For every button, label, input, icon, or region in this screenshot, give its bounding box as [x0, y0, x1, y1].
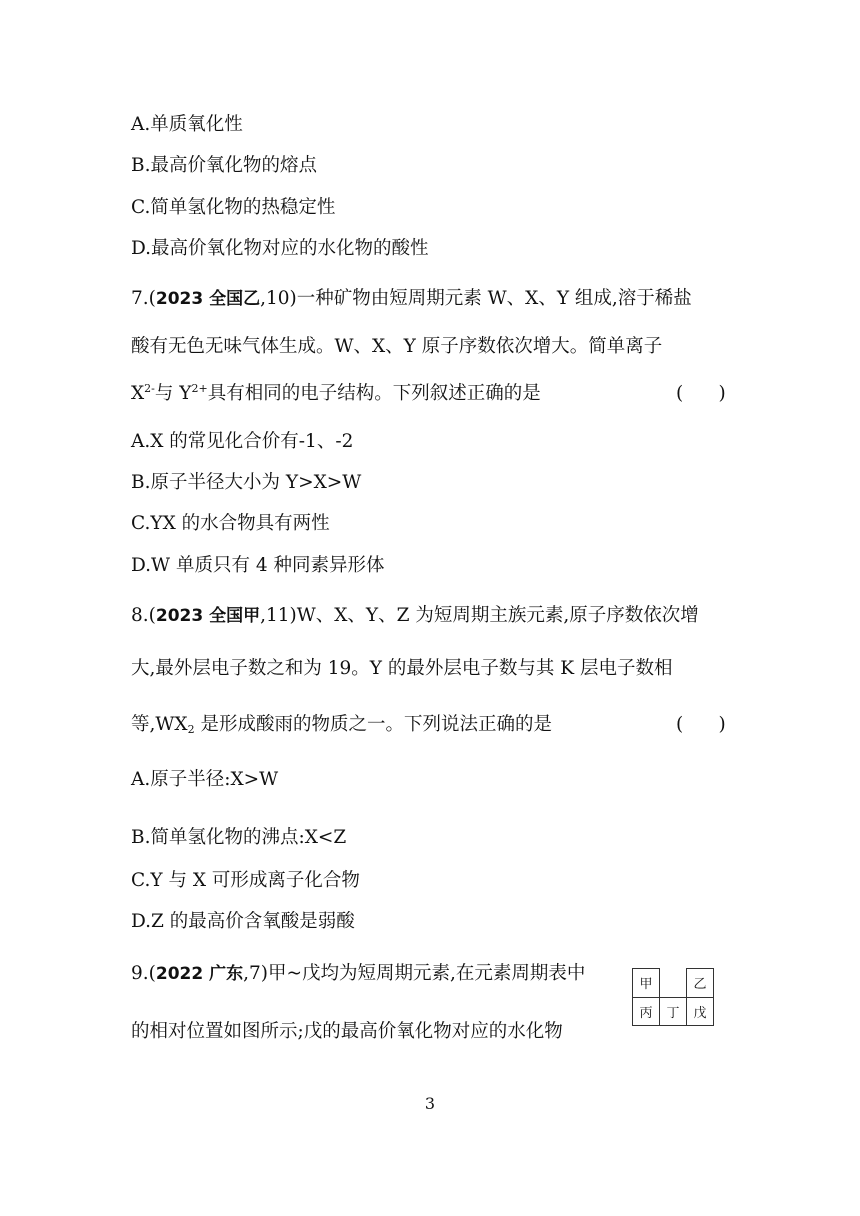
q8-source-year: 2023 — [155, 606, 210, 626]
q7-answer-bracket: ( ) — [676, 383, 726, 404]
q7-stem-line2: 酸有无色无味气体生成。W、X、Y 原子序数依次增大。简单离子 — [131, 336, 663, 357]
q7-option-a: A.X 的常见化合价有-1、-2 — [131, 431, 354, 452]
q7-stem-text1: 一种矿物由短周期元素 W、X、Y 组成,溶于稀盐 — [296, 288, 692, 309]
q7-stem-line1 — [131, 287, 692, 311]
periodic-cell-bing: 丙 — [633, 997, 660, 1026]
q7-ion-y-charge: 2+ — [191, 382, 208, 395]
q7-option-c: C.YX 的水合物具有两性 — [131, 513, 330, 534]
q6-option-a: A.单质氧化性 — [131, 114, 243, 135]
q8-number: 8.( — [131, 605, 156, 626]
q8-option-b: B.简单氢化物的沸点:X<Z — [131, 827, 347, 848]
q9-source-year: 2022 — [155, 964, 210, 984]
q6-option-b: B.最高价氧化物的熔点 — [131, 155, 317, 176]
q8-stem-line1 — [131, 604, 699, 628]
q7-option-b: B.原子半径大小为 Y>X>W — [131, 472, 362, 493]
periodic-cell-yi: 乙 — [687, 969, 714, 998]
periodic-table-row — [633, 969, 714, 998]
q7-source-tail: ,10) — [260, 288, 297, 309]
q8-option-a: A.原子半径:X>W — [131, 769, 279, 790]
q8-stem-text3: 是形成酸雨的物质之一。下列说法正确的是 — [194, 714, 552, 735]
periodic-cell-empty — [660, 969, 687, 998]
q8-stem-pre: 等,WX — [131, 714, 188, 735]
page-number: 3 — [424, 1094, 436, 1113]
q7-option-d: D.W 单质只有 4 种同素异形体 — [131, 555, 385, 576]
q8-stem-line2: 大,最外层电子数之和为 19。Y 的最外层电子数与其 K 层电子数相 — [131, 658, 673, 679]
q9-source-name: 广东 — [209, 964, 244, 984]
q8-stem-line3 — [131, 713, 552, 737]
q8-option-d: D.Z 的最高价含氧酸是弱酸 — [131, 911, 355, 932]
q9-source-tail: ,7) — [243, 963, 268, 984]
q9-stem-line2: 的相对位置如图所示;戊的最高价氧化物对应的水化物 — [131, 1021, 563, 1042]
q9-number: 9.( — [131, 963, 156, 984]
periodic-cell-jia: 甲 — [633, 969, 660, 998]
q7-stem-text3: 具有相同的电子结构。下列叙述正确的是 — [207, 383, 541, 404]
q8-source-tail: ,11) — [260, 605, 297, 626]
q6-option-c: C.简单氢化物的热稳定性 — [131, 197, 336, 218]
q8-answer-bracket: ( ) — [676, 714, 726, 735]
periodic-table-row — [633, 997, 714, 1026]
q9-stem-text1: 甲~戊均为短周期元素,在元素周期表中 — [267, 963, 586, 984]
q7-stem-mid: 与 Y — [154, 383, 192, 404]
q6-option-d: D.最高价氧化物对应的水化物的酸性 — [131, 238, 429, 259]
q7-source-name: 全国乙 — [209, 289, 261, 309]
q7-number: 7.( — [131, 288, 156, 309]
periodic-table-fragment — [632, 968, 714, 1026]
q9-stem-line1 — [131, 962, 585, 986]
q8-source-name: 全国甲 — [209, 606, 261, 626]
q8-option-c: C.Y 与 X 可形成离子化合物 — [131, 870, 360, 891]
q7-source-year: 2023 — [155, 289, 210, 309]
periodic-cell-ding: 丁 — [660, 997, 687, 1026]
q8-stem-text1: W、X、Y、Z 为短周期主族元素,原子序数依次增 — [296, 605, 699, 626]
periodic-cell-wu: 戊 — [687, 997, 714, 1026]
q7-ion-x: X — [131, 383, 145, 404]
q7-stem-line3 — [131, 382, 541, 406]
q8-subscript: 2 — [187, 723, 195, 736]
q7-ion-x-charge: 2- — [144, 382, 155, 395]
